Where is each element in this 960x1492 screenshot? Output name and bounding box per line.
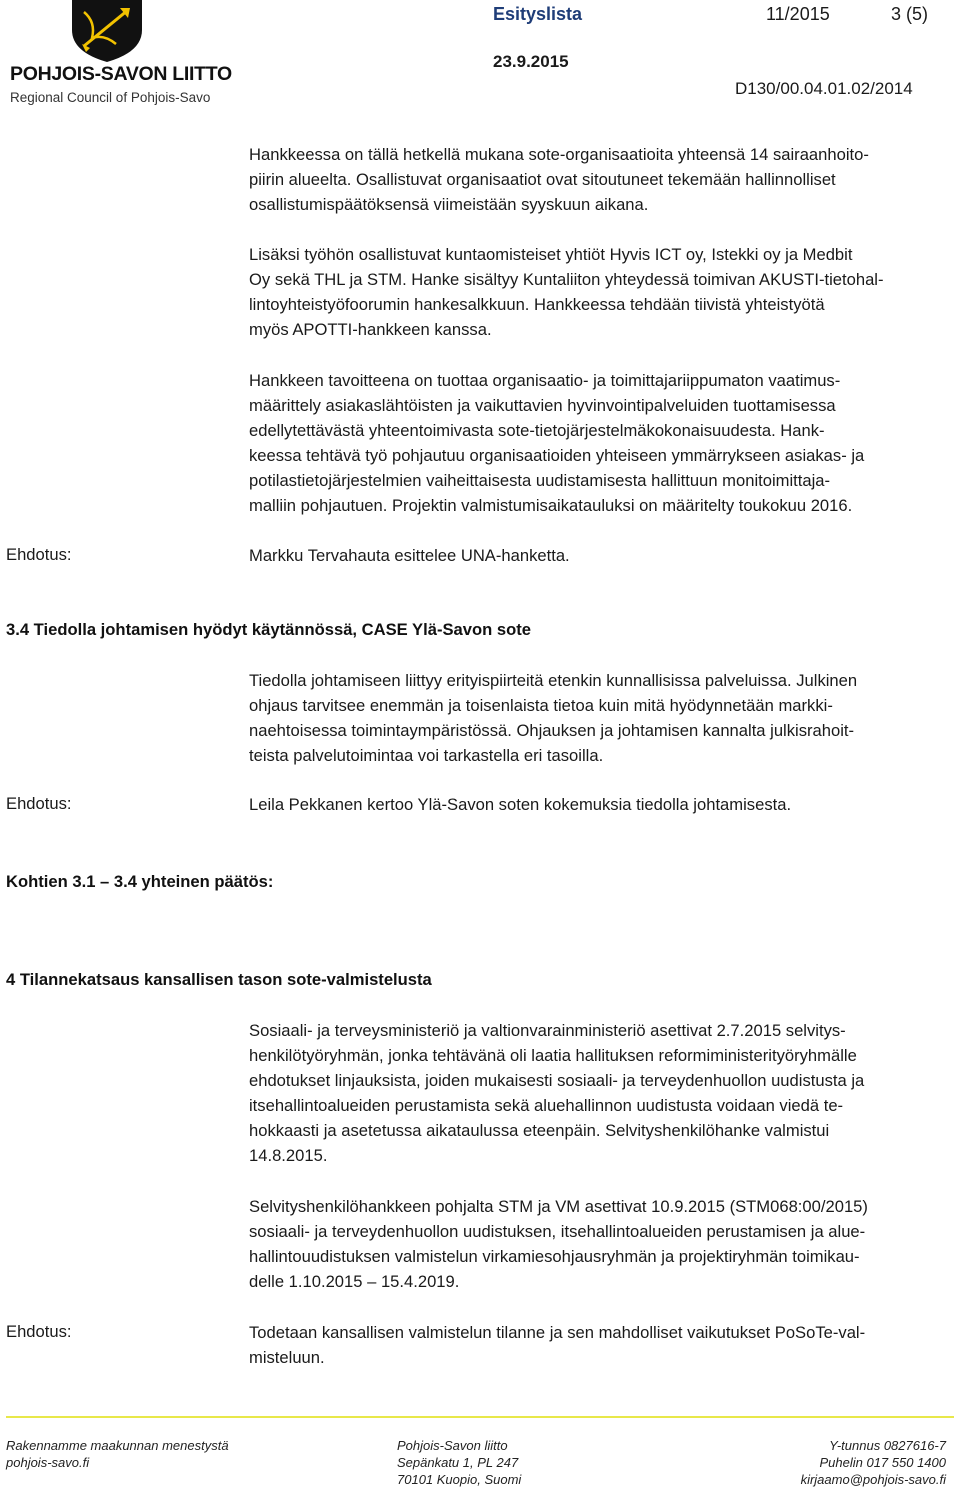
ehdotus-text: Leila Pekkanen kertoo Ylä-Savon soten kokemuksia tiedolla johtamisesta.	[249, 795, 792, 814]
paragraph-goal: Hankkeen tavoitteena on tuottaa organisaatio- ja toimittajariippumaton vaatimus- määrittely asiakaslähtöisten ja vaikuttavien hyvinvointipalveluiden tuottamisessa edellytettävästä yhteentoimivasta sote-tietojärjestelmäkokonaisuudesta. Hank- keessa tehtävä työ pohjautuu organisaatioiden yhteiseen ymmärrykseen asiakas- ja potilastietojärjestelmien vaiheittaisesta uudistamisesta hallittuun monitoimittaja- malliin pohjautuen. Projektin valmistumisaikatauluksi on määritelty toukokuu 2016.	[249, 371, 865, 515]
doc-number: 11/2015	[766, 4, 830, 24]
doc-type: Esityslista	[493, 4, 583, 24]
ehdotus-text: Todetaan kansallisen valmistelun tilanne ja sen mahdolliset vaikutukset PoSoTe-val- misteluun.	[249, 1323, 866, 1367]
doc-date: 23.9.2015	[493, 52, 569, 71]
footer-contact: Y-tunnus 0827616-7 Puhelin 017 550 1400 kirjaamo@pohjois-savo.fi	[786, 1437, 946, 1488]
ehdotus-label: Ehdotus:	[6, 545, 72, 564]
doc-reference: D130/00.04.01.02/2014	[735, 79, 913, 98]
ehdotus-label: Ehdotus:	[6, 794, 72, 813]
logo	[10, 0, 230, 112]
footer-slogan: Rakennamme maakunnan menestystä pohjois-savo.fi	[6, 1438, 229, 1470]
paragraph-steering-group: Selvityshenkilöhankkeen pohjalta STM ja VM asettivat 10.9.2015 (STM068:00/2015) sosiaali- ja terveydenhuollon uudistuksen, itsehallintoalueiden perustamisen ja alue- hallintouudistuksen valmistelun virkamiesohjausryhmän ja projektiryhmän toimikau- delle 1.10.2015 – 15.4.2019.	[249, 1197, 868, 1291]
paragraph-ministry: Sosiaali- ja terveysministeriö ja valtionvarainministeriö asettivat 2.7.2015 selvitys- henkilötyöryhmän, jonka tehtävänä oli laatia hallituksen reformiministerityöryhmälle ehdotukset linjauksista, joiden mukaisesti sosiaali- ja terveydenhuollon uudistusta ja itsehallintoalueiden perustamista sekä aluehallinnon uudistusta voidaan viedä te- hokkaasti ja asetetussa aikataulussa eteenpäin. Selvityshenkilöhanke valmistui 14.8.2015.	[249, 1021, 865, 1165]
org-subtitle: Regional Council of Pohjois-Savo	[10, 90, 211, 105]
footer-email-link[interactable]: kirjaamo@pohjois-savo.fi	[800, 1472, 946, 1487]
decision-heading: Kohtien 3.1 – 3.4 yhteinen päätös:	[6, 872, 274, 891]
ehdotus-label: Ehdotus:	[6, 1322, 72, 1341]
paragraph-companies: Lisäksi työhön osallistuvat kuntaomisteiset yhtiöt Hyvis ICT oy, Istekki oy ja Medbit Oy sekä THL ja STM. Hanke sisältyy Kuntaliiton yhteydessä toimivan AKUSTI-tietohal- lintoyhteistyöfoorumin hankesalkkuun. Hankkeessa tehdään tiivistä yhteistyötä myös APOTTI-hankkeen kanssa.	[249, 245, 884, 339]
footer-website-link[interactable]: pohjois-savo.fi	[6, 1455, 90, 1470]
org-name: POHJOIS-SAVON LIITTO	[10, 63, 232, 85]
section-heading: 3.4 Tiedolla johtamisen hyödyt käytännössä, CASE Ylä-Savon sote	[6, 620, 532, 639]
section-heading: 4 Tilannekatsaus kansallisen tason sote-valmistelusta	[6, 970, 432, 989]
ehdotus-text: Markku Tervahauta esittelee UNA-hanketta.	[249, 546, 570, 565]
footer-rule	[6, 1416, 954, 1418]
page-number: 3 (5)	[891, 4, 929, 24]
footer-address: Pohjois-Savon liitto Sepänkatu 1, PL 247 70101 Kuopio, Suomi	[397, 1438, 522, 1487]
paragraph-participants: Hankkeessa on tällä hetkellä mukana sote-organisaatioita yhteensä 14 sairaanhoito- piirin alueelta. Osallistuvat organisaatiot ovat sitoutuneet tekemään hallinnolliset osallistumispäätöksensä viimeistään syyskuun aikana.	[249, 145, 869, 214]
crest-icon	[70, 0, 144, 62]
paragraph-knowledge-management: Tiedolla johtamiseen liittyy erityispiirteitä etenkin kunnallisissa palveluissa. Julkinen ohjaus tarvitsee enemmän ja toisenlaista tietoa kuin mitä hyödynnetään markki- naehtoisessa toimintaympäristössä. Ohjauksen ja johtamisen kannalta julkisrahoit- teista palvelutoimintaa voi tarkastella eri tasoilla.	[249, 671, 858, 765]
